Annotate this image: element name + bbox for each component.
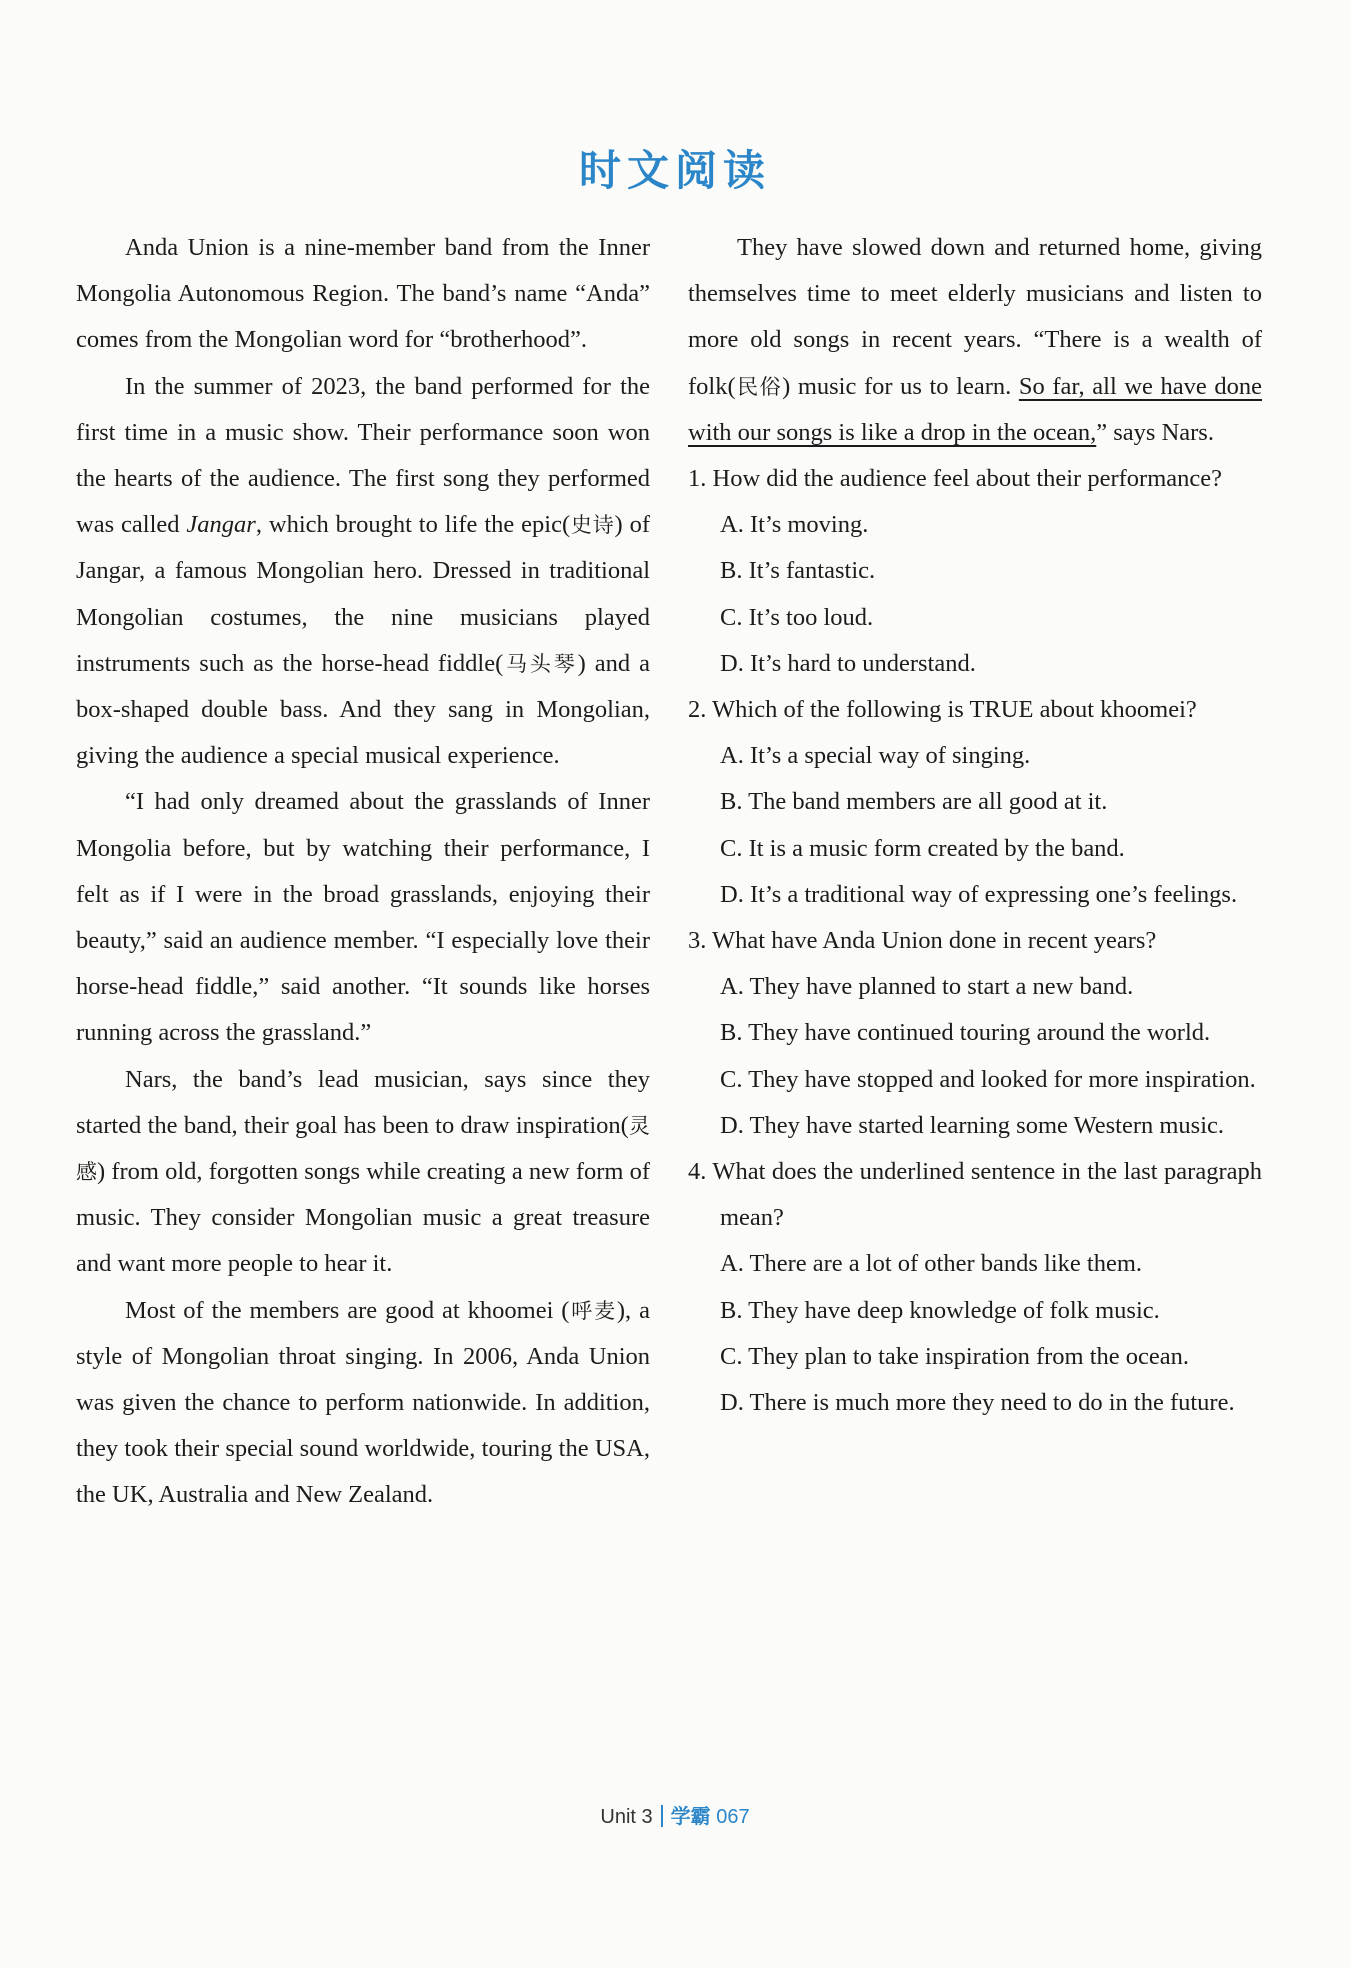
question-4-option-d[interactable]: D. There is much more they need to do in the future.: [720, 1389, 1235, 1417]
p6-text-b: ) music for us to learn.: [782, 372, 1019, 400]
p2-text-a: In the summer of 2023, the band performed for the first time in a music show. Their performance soon won the hearts of the audience. The first song they performed was called: [76, 372, 650, 539]
p6-text-c: ” says Nars.: [1096, 418, 1214, 446]
question-1-option-a[interactable]: A. It’s moving.: [720, 511, 869, 539]
passage-paragraph-5: [76, 1288, 650, 1519]
question-2-text: 2. Which of the following is TRUE about khoomei?: [688, 696, 1197, 724]
footer-unit: Unit 3: [600, 1806, 653, 1828]
question-2: [688, 687, 1262, 918]
question-3-option-a[interactable]: A. They have planned to start a new band.: [720, 973, 1134, 1001]
passage-paragraph-2: [76, 364, 650, 780]
footer-page-number: 067: [716, 1806, 750, 1828]
chinese-gloss-epic: 史诗: [570, 513, 615, 538]
question-2-option-c[interactable]: C. It is a music form created by the band.: [720, 834, 1125, 862]
page-title: 时文阅读: [578, 146, 771, 195]
footer-divider: [661, 1805, 663, 1827]
right-column: [688, 225, 1262, 1426]
question-4-text: 4. What does the underlined sentence in the last paragraph mean?: [688, 1158, 1262, 1232]
chinese-gloss-fiddle: 马头琴: [503, 651, 578, 676]
song-title-jangar: Jangar: [186, 511, 256, 539]
question-4-option-a[interactable]: A. There are a lot of other bands like them.: [720, 1250, 1143, 1278]
footer-brand: 学霸: [670, 1804, 711, 1828]
underlined-sentence: So far, all we have done with our songs is like a drop in the ocean,: [688, 372, 1263, 446]
question-2-option-b[interactable]: B. The band members are all good at it.: [720, 788, 1108, 816]
page-footer: [0, 1800, 1350, 1829]
question-1-option-d[interactable]: D. It’s hard to understand.: [720, 649, 976, 677]
chinese-gloss-inspiration: 灵感: [76, 1113, 651, 1185]
question-1-option-c[interactable]: C. It’s too loud.: [720, 603, 874, 631]
question-3-option-c[interactable]: C. They have stopped and looked for more inspiration.: [720, 1065, 1256, 1093]
passage-left-column: [76, 225, 650, 1519]
question-1: [688, 456, 1262, 687]
p5-text-a: Most of the members are good at khoomei (: [125, 1296, 570, 1324]
passage-paragraph-1: Anda Union is a nine-member band from the Inner Mongolia Autonomous Region. The band’s name “Anda” comes from the Mongolian word for “brotherhood”.: [76, 234, 650, 354]
question-2-option-d[interactable]: D. It’s a traditional way of expressing one’s feelings.: [720, 880, 1238, 908]
p2-text-c: ) of Jangar, a famous Mongolian hero. Dressed in traditional Mongolian costumes, the nine musicians played instruments such as the horse-head fiddle(: [76, 511, 650, 677]
chinese-gloss-khoomei: 呼麦: [569, 1298, 617, 1323]
question-4-option-c[interactable]: C. They plan to take inspiration from the ocean.: [720, 1342, 1190, 1370]
p2-text-b: , which brought to life the epic(: [255, 511, 571, 539]
question-1-text: 1. How did the audience feel about their performance?: [688, 465, 1222, 493]
chinese-gloss-folk: 民俗: [735, 374, 783, 399]
question-1-option-b[interactable]: B. It’s fantastic.: [720, 557, 876, 585]
p2-text-d: ) and a box-shaped double bass. And they sang in Mongolian, giving the audience a special musical experience.: [76, 649, 650, 770]
p5-text-b: ), a style of Mongolian throat singing. In 2006, Anda Union was given the chance to perform nationwide. In addition, they took their special sound worldwide, touring the USA, the UK, Australia and New Zealand.: [76, 1296, 650, 1509]
question-3-text: 3. What have Anda Union done in recent years?: [688, 927, 1157, 955]
p4-text-a: Nars, the band’s lead musician, says since they started the band, their goal has been to draw inspiration(: [76, 1065, 650, 1139]
passage-paragraph-3: “I had only dreamed about the grasslands of Inner Mongolia before, but by watching their performance, I felt as if I were in the broad grasslands, enjoying their beauty,” said an audience member. “I especially love their horse-head fiddle,” said another. “It sounds like horses running across the grassland.”: [76, 788, 650, 1047]
p6-text-a: They have slowed down and returned home, giving themselves time to meet elderly musicians and listen to more old songs in recent years. “There is a wealth of folk(: [688, 234, 1262, 400]
question-4: [688, 1149, 1262, 1426]
question-3-option-b[interactable]: B. They have continued touring around the world.: [720, 1019, 1211, 1047]
p4-text-b: ) from old, forgotten songs while creating a new form of music. They consider Mongolian music a great treasure and want more people to hear it.: [76, 1158, 650, 1278]
question-3: [688, 918, 1262, 1149]
passage-paragraph-6: [688, 225, 1262, 456]
passage-paragraph-4: [76, 1057, 650, 1288]
question-2-option-a[interactable]: A. It’s a special way of singing.: [720, 742, 1031, 770]
question-3-option-d[interactable]: D. They have started learning some Western music.: [720, 1111, 1224, 1139]
question-4-option-b[interactable]: B. They have deep knowledge of folk music.: [720, 1296, 1160, 1324]
